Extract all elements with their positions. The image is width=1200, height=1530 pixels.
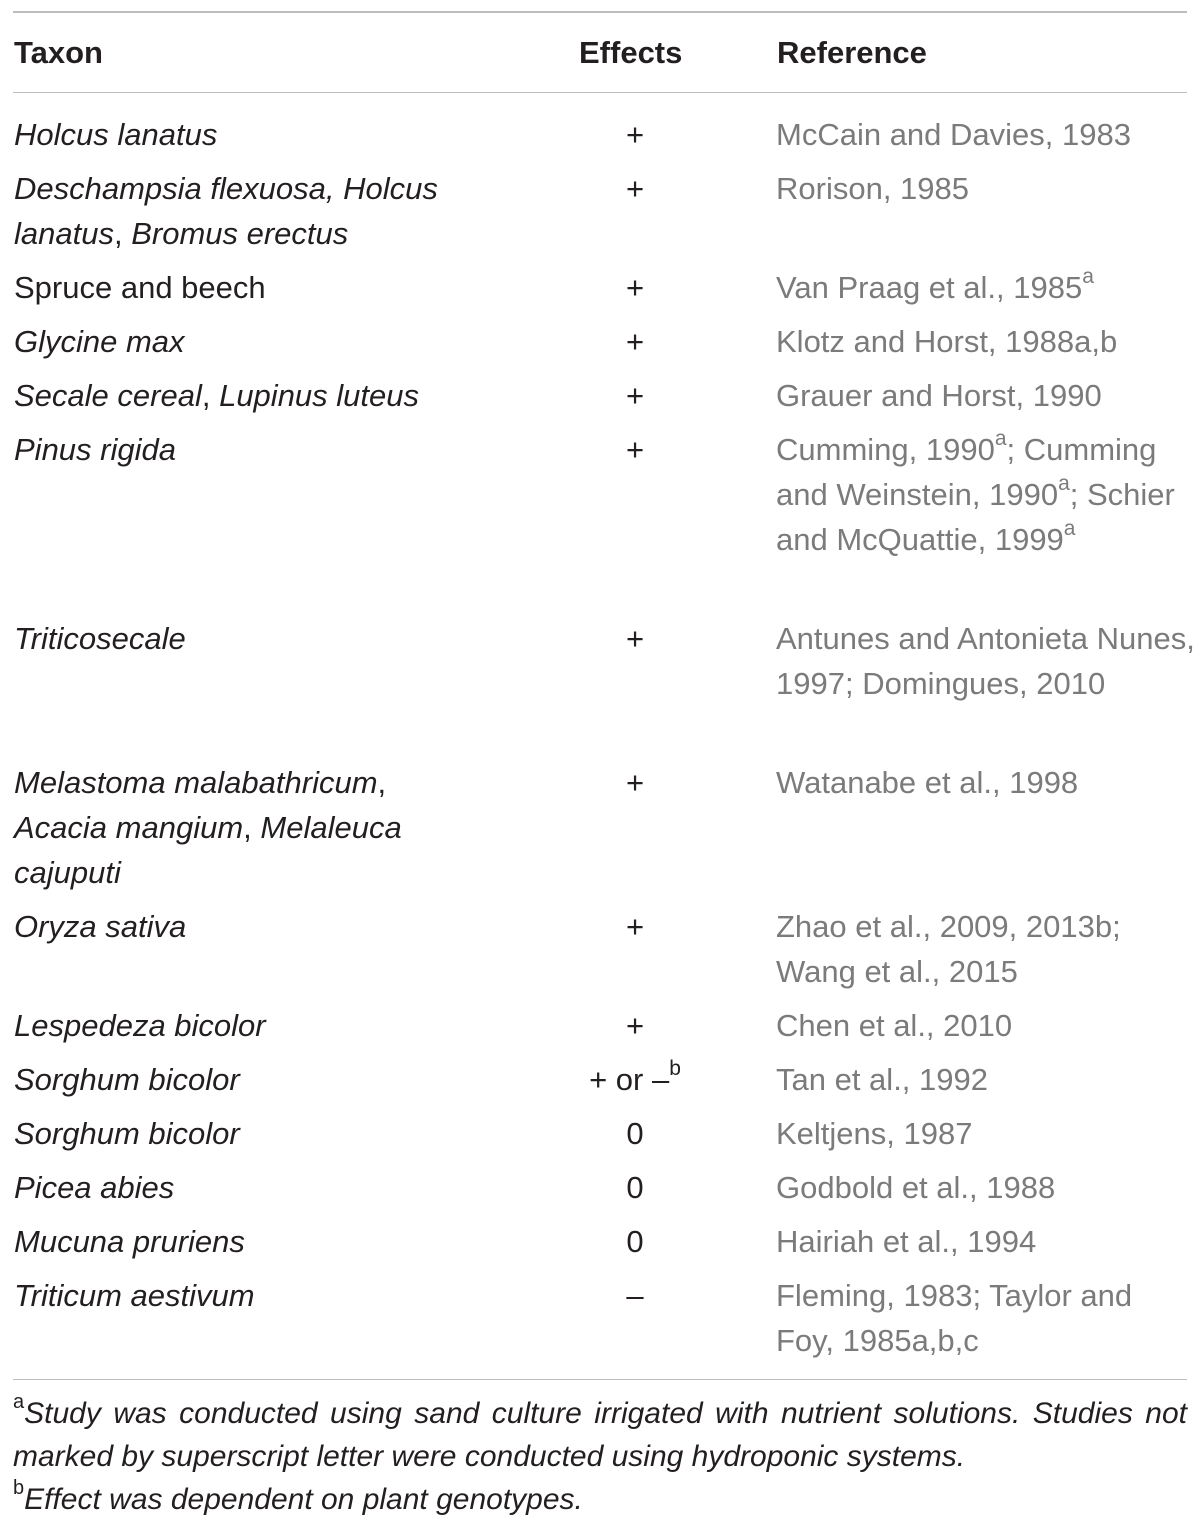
reference-cell: McCain and Davies, 1983 <box>776 117 1131 152</box>
taxon-cell: Oryza sativa <box>14 909 187 944</box>
reference-cell: Rorison, 1985 <box>776 171 970 206</box>
taxon-cell: Lespedeza bicolor <box>14 1008 266 1043</box>
effect-cell: + <box>625 378 645 413</box>
effect-cell: 0 <box>626 1224 644 1259</box>
taxon-cell: Sorghum bicolor <box>14 1062 240 1097</box>
reference-cell: Grauer and Horst, 1990 <box>776 378 1102 413</box>
effect-cell: – <box>626 1278 644 1313</box>
reference-cell: Antunes and Antonieta Nunes, 1997; Domingues, 2010 <box>776 621 1195 701</box>
effect-cell: + <box>625 171 645 206</box>
taxon-cell: Mucuna pruriens <box>14 1224 245 1259</box>
table-top-rule <box>13 11 1187 13</box>
table-header <box>0 30 1200 76</box>
taxon-cell: Picea abies <box>14 1170 175 1205</box>
reference-cell: Chen et al., 2010 <box>776 1008 1013 1043</box>
header-effects: Effects <box>579 35 683 70</box>
effect-cell: + <box>625 1008 645 1043</box>
header-taxon: Taxon <box>14 35 103 70</box>
effect-cell: + or –$^b$ <box>589 1056 681 1097</box>
reference-cell: Fleming, 1983; Taylor and Foy, 1985a,b,c <box>776 1278 1133 1358</box>
reference-cell: Hairiah et al., 1994 <box>776 1224 1037 1259</box>
reference-cell: Klotz and Horst, 1988a,b <box>776 324 1118 359</box>
footnote-b-text: Effect was dependent on plant genotypes. <box>24 1483 583 1516</box>
taxon-cell: Secale cereal, Lupinus luteus <box>14 378 420 413</box>
effect-cell: + <box>625 117 645 152</box>
taxon-cell: Sorghum bicolor <box>14 1116 240 1151</box>
reference-cell: Cumming, 1990$^a$; Cumming and Weinstein, 1990$^a$; Schier and McQuattie, 1999$^a$ <box>776 426 1175 557</box>
effect-cell: 0 <box>626 1170 644 1205</box>
footnote-b-mark: b <box>13 1477 25 1499</box>
effect-cell: + <box>625 765 645 800</box>
taxon-cell: Melastoma malabathricum, Acacia mangium, Melaleuca cajuputi <box>14 765 402 890</box>
footnote-a-text: Study was conducted using sand culture irrigated with nutrient solutions. Studies not marked by superscript letter were conducted using hydroponic systems. <box>13 1397 1187 1473</box>
effect-cell: + <box>625 270 645 305</box>
footnote-a-mark: a <box>13 1391 25 1413</box>
header-reference: Reference <box>777 35 927 70</box>
taxon-cell: Triticum aestivum <box>14 1278 255 1313</box>
reference-cell: Van Praag et al., 1985$^a$ <box>776 264 1094 305</box>
table-footnotes <box>13 1392 1187 1521</box>
reference-cell: Keltjens, 1987 <box>776 1116 973 1151</box>
taxon-cell: Glycine max <box>14 324 185 359</box>
table-bottom-rule <box>13 1379 1187 1380</box>
effect-cell: + <box>625 621 645 656</box>
reference-cell: Watanabe et al., 1998 <box>776 765 1079 800</box>
taxon-cell: Spruce and beech <box>14 270 266 305</box>
reference-cell: Tan et al., 1992 <box>776 1062 988 1097</box>
taxon-cell: Pinus rigida <box>14 432 176 467</box>
effect-cell: 0 <box>626 1116 644 1151</box>
effect-cell: + <box>625 432 645 467</box>
reference-cell: Zhao et al., 2009, 2013b; Wang et al., 2015 <box>776 909 1121 989</box>
effect-cell: + <box>625 324 645 359</box>
reference-cell: Godbold et al., 1988 <box>776 1170 1056 1205</box>
taxon-cell: Triticosecale <box>14 621 186 656</box>
taxon-cell: Deschampsia flexuosa, Holcus lanatus, Bromus erectus <box>14 171 438 251</box>
taxon-cell: Holcus lanatus <box>14 117 218 152</box>
header-rule <box>13 92 1187 93</box>
effect-cell: + <box>625 909 645 944</box>
